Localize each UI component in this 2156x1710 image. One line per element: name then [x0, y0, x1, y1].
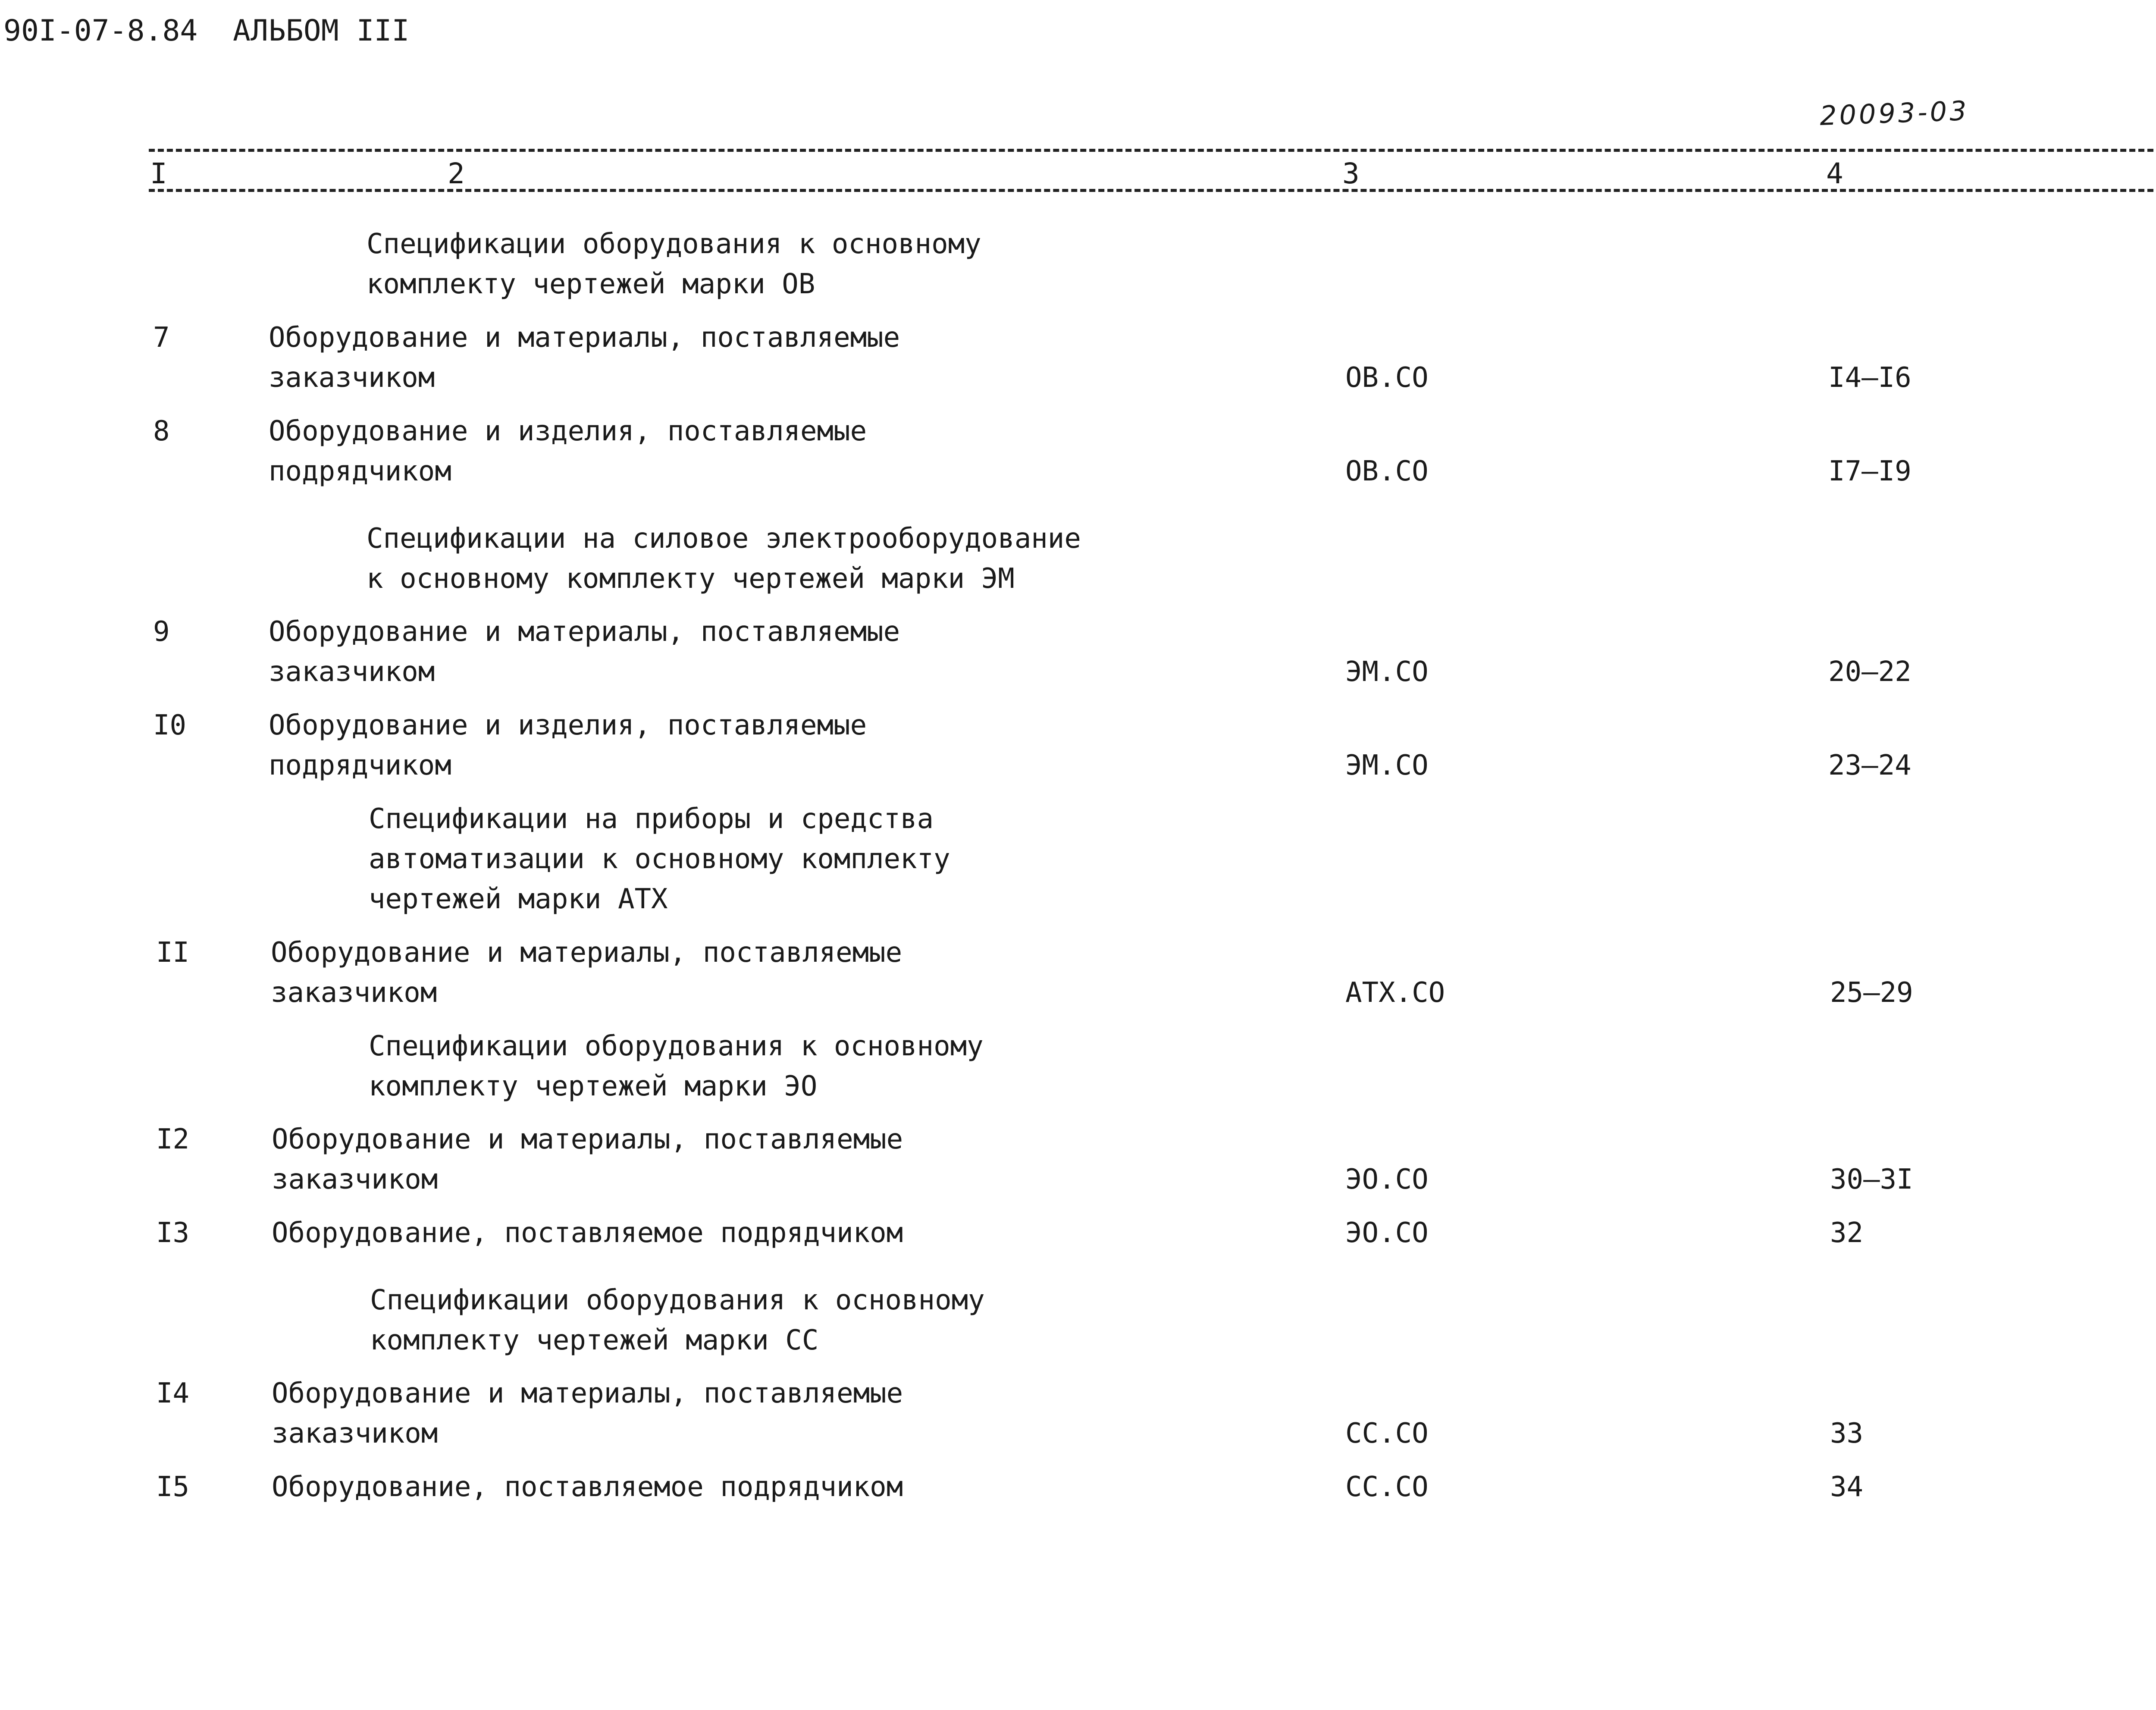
column-header-2: 2 [448, 157, 465, 190]
row-number: 9 [153, 616, 170, 648]
row-number: II [156, 937, 190, 969]
row-name: Оборудование и изделия, поставляемые подрядчиком [269, 709, 867, 781]
row-mark: ЭО.СО [1345, 1217, 1429, 1249]
header-bottom-rule [149, 189, 2156, 192]
row-name: Оборудование и материалы, поставляемые заказчиком [272, 1123, 903, 1195]
album-title: АЛЬБОМ III [233, 14, 410, 48]
row-number: 7 [153, 322, 170, 354]
row-sheets: 34 [1830, 1471, 1864, 1503]
row-number: I2 [156, 1123, 190, 1155]
row-mark: ЭМ.СО [1345, 750, 1429, 781]
document-code: 90I-07-8.84 [3, 14, 198, 48]
column-header-3: 3 [1342, 157, 1360, 190]
row-name: Оборудование и изделия, поставляемые подрядчиком [269, 415, 867, 487]
row-sheets: I7–I9 [1828, 455, 1912, 487]
column-header-1: I [150, 157, 167, 190]
row-mark: СС.СО [1345, 1418, 1429, 1450]
row-name: Оборудование и материалы, поставляемые заказчиком [272, 1377, 903, 1450]
row-name: Оборудование и материалы, поставляемые заказчиком [269, 616, 900, 688]
row-sheets: 23–24 [1828, 750, 1912, 781]
row-sheets: 25–29 [1830, 977, 1913, 1009]
row-number: I3 [156, 1217, 190, 1249]
row-sheets: 30–3I [1830, 1164, 1913, 1195]
row-mark: ОВ.СО [1345, 455, 1429, 487]
section-title: Спецификации оборудования к основному комплекту чертежей марки ОВ [367, 228, 981, 300]
section-title: Спецификации на силовое электрооборудование к основному комплекту чертежей марки ЭМ [367, 523, 1081, 595]
row-sheets: 20–22 [1828, 656, 1912, 688]
row-number: I0 [153, 709, 187, 741]
row-number: 8 [153, 415, 170, 447]
row-mark: СС.СО [1345, 1471, 1429, 1503]
row-mark: ЭО.СО [1345, 1164, 1429, 1195]
row-sheets: I4–I6 [1828, 362, 1912, 394]
section-title: Спецификации оборудования к основному комплекту чертежей марки ЭО [369, 1030, 984, 1102]
row-name: Оборудование, поставляемое подрядчиком [272, 1217, 903, 1249]
row-mark: ЭМ.СО [1345, 656, 1429, 688]
row-number: I5 [156, 1471, 190, 1503]
handwritten-stamp: 20093-03 [1819, 94, 1970, 132]
row-name: Оборудование и материалы, поставляемые заказчиком [271, 937, 903, 1009]
section-title: Спецификации оборудования к основному комплекту чертежей марки СС [370, 1284, 985, 1356]
row-sheets: 33 [1830, 1418, 1864, 1450]
row-name: Оборудование и материалы, поставляемые заказчиком [269, 322, 900, 394]
row-sheets: 32 [1830, 1217, 1864, 1249]
row-mark: ОВ.СО [1345, 362, 1429, 394]
row-number: I4 [156, 1377, 190, 1409]
section-title: Спецификации на приборы и средства автоматизации к основному комплекту чертежей марки АТХ [369, 803, 950, 915]
row-name: Оборудование, поставляемое подрядчиком [272, 1471, 903, 1503]
column-header-4: 4 [1826, 157, 1843, 190]
row-mark: АТХ.СО [1345, 977, 1445, 1009]
header-top-rule [149, 149, 2156, 152]
